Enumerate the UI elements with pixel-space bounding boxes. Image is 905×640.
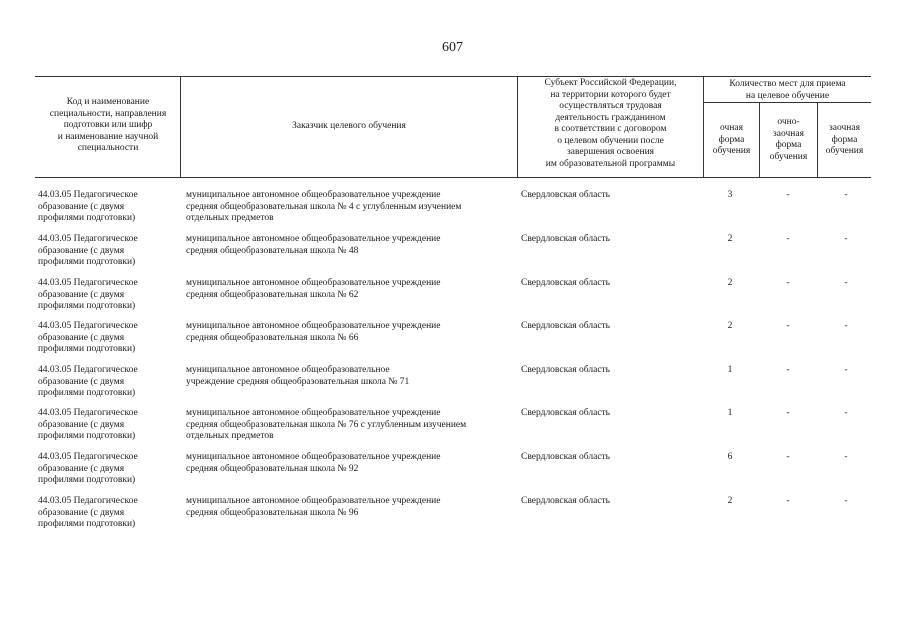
- cell-code: 44.03.05 Педагогическое образование (с двумя профилями подготовки): [38, 365, 138, 398]
- table-row: [0, 452, 905, 496]
- cell-fulltime: 3: [727, 190, 733, 200]
- cell-customer: муниципальное автономное общеобразовательное учреждение средняя общеобразовательная школа № 96: [186, 496, 441, 518]
- header-customer: Заказчик целевого обучения: [292, 121, 406, 131]
- cell-code: 44.03.05 Педагогическое образование (с двумя профилями подготовки): [38, 234, 138, 267]
- cell-distance: -: [844, 190, 848, 200]
- header-top-rule: [35, 76, 871, 77]
- header-subject: Субъект Российской Федерации, на территории которого будет осуществляться трудовая деятельность гражданином в соответствии с договором о целевом обучении после завершения освоения им образовательной программы: [544, 78, 677, 169]
- header-fulltime: очная форма обучения: [712, 123, 751, 156]
- cell-code: 44.03.05 Педагогическое образование (с двумя профилями подготовки): [38, 496, 138, 529]
- cell-distance: -: [844, 496, 848, 506]
- cell-subject: Свердловская область: [521, 452, 611, 462]
- cell-subject: Свердловская область: [521, 278, 611, 288]
- cell-fulltime: 2: [727, 496, 733, 506]
- cell-fulltime: 1: [727, 365, 733, 375]
- header-quota: Количество мест для приема на целевое обучение: [729, 79, 846, 101]
- cell-distance: -: [844, 321, 848, 331]
- cell-fulltime: 2: [727, 321, 733, 331]
- cell-parttime: -: [786, 496, 790, 506]
- cell-subject: Свердловская область: [521, 408, 611, 418]
- cell-distance: -: [844, 278, 848, 288]
- table-row: [0, 234, 905, 278]
- cell-customer: муниципальное автономное общеобразовательное учреждение средняя общеобразовательная школа № 62: [186, 278, 441, 300]
- cell-parttime: -: [786, 234, 790, 244]
- cell-fulltime: 6: [727, 452, 733, 462]
- cell-parttime: -: [786, 452, 790, 462]
- header-parttime: очно- заочная форма обучения: [769, 117, 808, 162]
- table-row: [0, 278, 905, 322]
- cell-fulltime: 1: [727, 408, 733, 418]
- table-row: [0, 365, 905, 409]
- cell-parttime: -: [786, 408, 790, 418]
- page-number: 607: [442, 40, 463, 55]
- table-row: [0, 408, 905, 452]
- cell-distance: -: [844, 234, 848, 244]
- cell-customer: муниципальное автономное общеобразовательное учреждение средняя общеобразовательная школа № 66: [186, 321, 441, 343]
- cell-fulltime: 2: [727, 234, 733, 244]
- cell-customer: муниципальное автономное общеобразовательное учреждение средняя общеобразовательная школа № 71: [186, 365, 410, 387]
- table-row: [0, 321, 905, 365]
- cell-code: 44.03.05 Педагогическое образование (с двумя профилями подготовки): [38, 321, 138, 354]
- cell-subject: Свердловская область: [521, 496, 611, 506]
- cell-parttime: -: [786, 321, 790, 331]
- cell-subject: Свердловская область: [521, 234, 611, 244]
- cell-subject: Свердловская область: [521, 190, 611, 200]
- quota-divider-rule: [703, 102, 871, 103]
- cell-code: 44.03.05 Педагогическое образование (с двумя профилями подготовки): [38, 190, 138, 223]
- cell-subject: Свердловская область: [521, 365, 611, 375]
- cell-parttime: -: [786, 190, 790, 200]
- header-bottom-rule: [35, 177, 871, 178]
- cell-distance: -: [844, 365, 848, 375]
- cell-code: 44.03.05 Педагогическое образование (с двумя профилями подготовки): [38, 408, 138, 441]
- cell-customer: муниципальное автономное общеобразовательное учреждение средняя общеобразовательная школа № 48: [186, 234, 441, 256]
- table-row: [0, 190, 905, 234]
- header-code: Код и наименование специальности, направления подготовки или шифр и наименование научной специальности: [49, 97, 167, 153]
- cell-distance: -: [844, 452, 848, 462]
- cell-customer: муниципальное автономное общеобразовательное учреждение средняя общеобразовательная школа № 76 с углубленным изучением отдельных предметов: [186, 408, 467, 441]
- cell-customer: муниципальное автономное общеобразовательное учреждение средняя общеобразовательная школа № 4 с углубленным изучением отдельных предметов: [186, 190, 462, 223]
- cell-customer: муниципальное автономное общеобразовательное учреждение средняя общеобразовательная школа № 92: [186, 452, 441, 474]
- cell-code: 44.03.05 Педагогическое образование (с двумя профилями подготовки): [38, 278, 138, 311]
- cell-parttime: -: [786, 365, 790, 375]
- cell-distance: -: [844, 408, 848, 418]
- cell-parttime: -: [786, 278, 790, 288]
- table-row: [0, 496, 905, 540]
- cell-subject: Свердловская область: [521, 321, 611, 331]
- cell-code: 44.03.05 Педагогическое образование (с двумя профилями подготовки): [38, 452, 138, 485]
- cell-fulltime: 2: [727, 278, 733, 288]
- header-distance: заочная форма обучения: [825, 123, 864, 156]
